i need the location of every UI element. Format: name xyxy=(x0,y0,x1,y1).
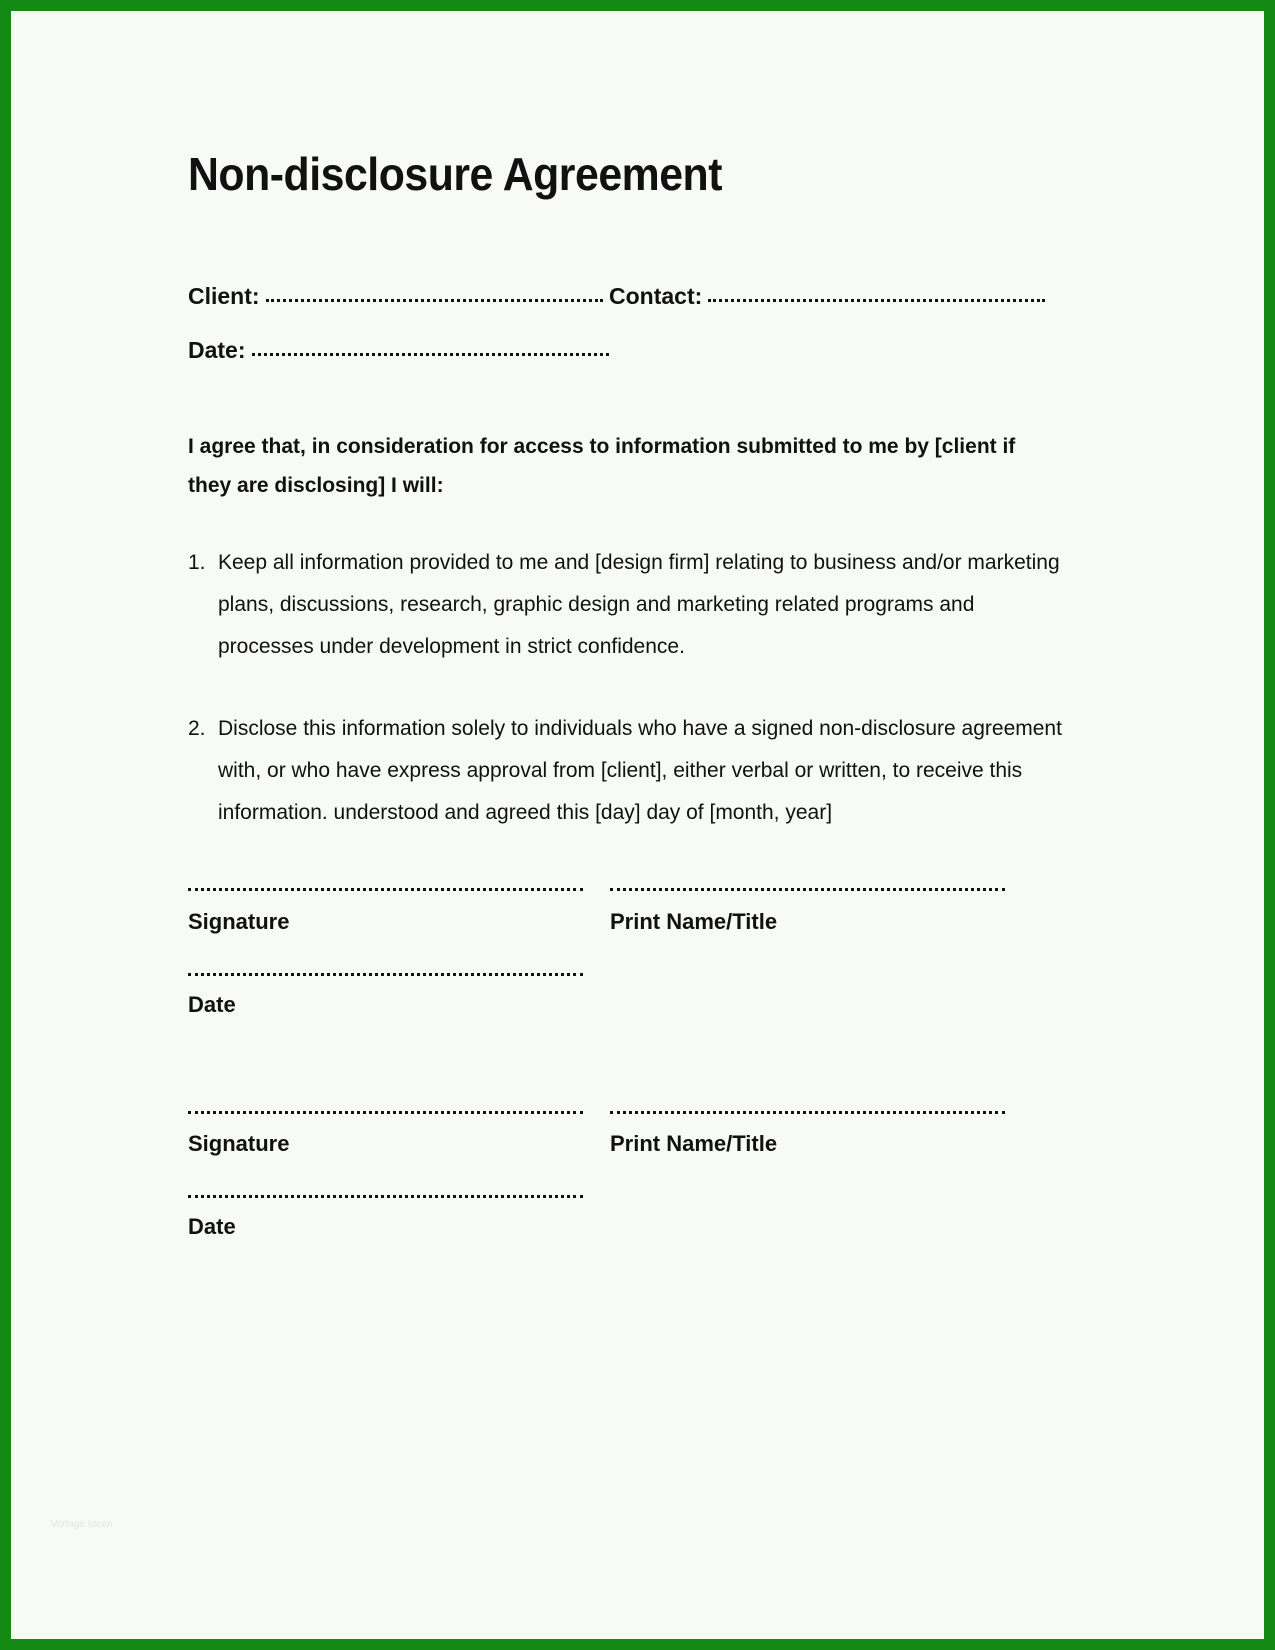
signature-date-label: Date xyxy=(188,1214,236,1239)
print-name-label: Print Name/Title xyxy=(610,1131,778,1156)
clause-text: Keep all information provided to me and [design firm] relating to business and/or marketing plans, discussions, research, graphic design and marketing related programs and processes under development in strict confidence. xyxy=(218,551,1060,658)
print-name-line xyxy=(610,888,1005,891)
intro-paragraph: I agree that, in consideration for access to information submitted to me by [client if they are disclosing] I will: xyxy=(188,435,1016,497)
client-label: Client: xyxy=(188,283,260,309)
signature-label: Signature xyxy=(188,1131,290,1156)
signature-line xyxy=(188,888,583,891)
signature-date-line xyxy=(188,973,583,976)
date-label: Date: xyxy=(188,337,246,363)
print-name-label: Print Name/Title xyxy=(610,909,778,934)
document-title: Non-disclosure Agreement xyxy=(188,148,722,200)
print-name-line xyxy=(610,1111,1005,1114)
clause-text: Disclose this information solely to individuals who have a signed non-disclosure agreement with, or who have express approval from [client], either verbal or written, to receive this information. understood and agreed this [day] day of [month, year] xyxy=(218,717,1062,824)
clause-number: 2. xyxy=(188,717,206,740)
signature-date-label: Date xyxy=(188,992,236,1017)
client-blank-line xyxy=(266,299,603,302)
watermark: Vorlage Ideen xyxy=(51,1519,113,1530)
date-field xyxy=(188,337,609,364)
date-blank-line xyxy=(252,353,609,356)
clause-item-2 xyxy=(188,708,1068,834)
clause-item-1 xyxy=(188,542,1068,668)
client-field xyxy=(188,283,603,310)
document-page xyxy=(11,11,1264,1639)
contact-field xyxy=(609,283,1045,310)
clause-number: 1. xyxy=(188,551,206,574)
contact-blank-line xyxy=(708,299,1045,302)
contact-label: Contact: xyxy=(609,283,703,309)
signature-line xyxy=(188,1111,583,1114)
signature-label: Signature xyxy=(188,909,290,934)
signature-date-line xyxy=(188,1195,583,1198)
clause-list xyxy=(188,542,1068,874)
